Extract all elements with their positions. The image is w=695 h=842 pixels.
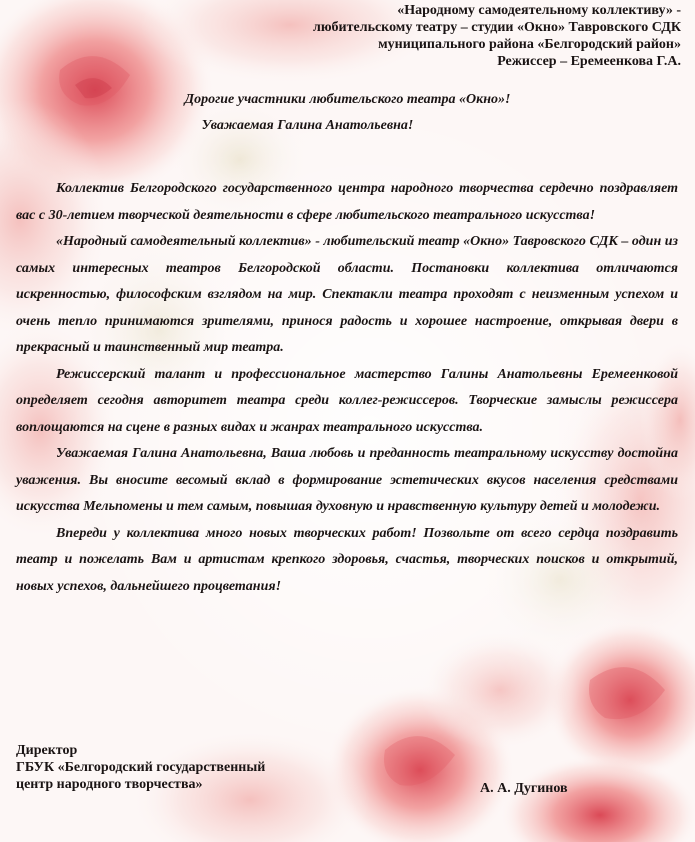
- addressee-line: Режиссер – Еремеенкова Г.А.: [497, 54, 681, 69]
- signer-name: А. А. Дугинов: [480, 781, 568, 796]
- addressee-block: [211, 2, 681, 70]
- paragraph: Уважаемая Галина Анатольевна, Ваша любовь и преданность театральному искусству достойна уважения. Вы вносите весомый вклад в формирование эстетических вкусов населения средствами искусства Мельпомены и тем самым, повышая духовную и нравственную культуру детей и молодежи.: [16, 446, 678, 514]
- signature-block: [16, 742, 676, 793]
- addressee-line: «Народному самодеятельному коллективу» -: [397, 3, 681, 18]
- signature-org-line: центр народного творчества»: [16, 777, 203, 792]
- greeting-director: Уважаемая Галина Анатольевна!: [201, 118, 414, 133]
- paragraph: Коллектив Белгородского государственного центра народного творчества сердечно поздравляет вас с 30-летием творческой деятельности в сфере любительского театрального искусства!: [16, 181, 678, 223]
- letter-body: [16, 176, 678, 600]
- signature-title: Директор: [16, 743, 78, 758]
- addressee-line: муниципального района «Белгородский район»: [378, 37, 681, 52]
- paragraph: «Народный самодеятельный коллектив» - любительский театр «Окно» Тавровского СДК – один из самых интересных театров Белгородской области. Постановки коллектива отличаются искренностью, философским взглядом на мир. Спектакли театра проходят с неизменным успехом и очень тепло принимаются зрителями, принося радость и хорошее настроение, открывая двери в прекрасный и таинственный мир театра.: [16, 234, 678, 355]
- paragraph: Впереди у коллектива много новых творческих работ! Позвольте от всего сердца поздравить театр и пожелать Вам и артистам крепкого здоровья, счастья, творческих поисков и открытий, новых успехов, дальнейшего процветания!: [16, 525, 678, 594]
- addressee-line: любительскому театру – студии «Окно» Тавровского СДК: [313, 20, 681, 35]
- paragraph: Режиссерский талант и профессиональное мастерство Галины Анатольевны Еремеенковой определяет сегодня авторитет театра среди коллег-режиссеров. Творческие замыслы режиссера воплощаются на сцене в разных видах и жанрах театрального искусства.: [16, 366, 678, 435]
- signature-org-line: ГБУК «Белгородский государственный: [16, 760, 266, 775]
- greeting-participants: Дорогие участники любительского театра «Окно»!: [184, 92, 511, 107]
